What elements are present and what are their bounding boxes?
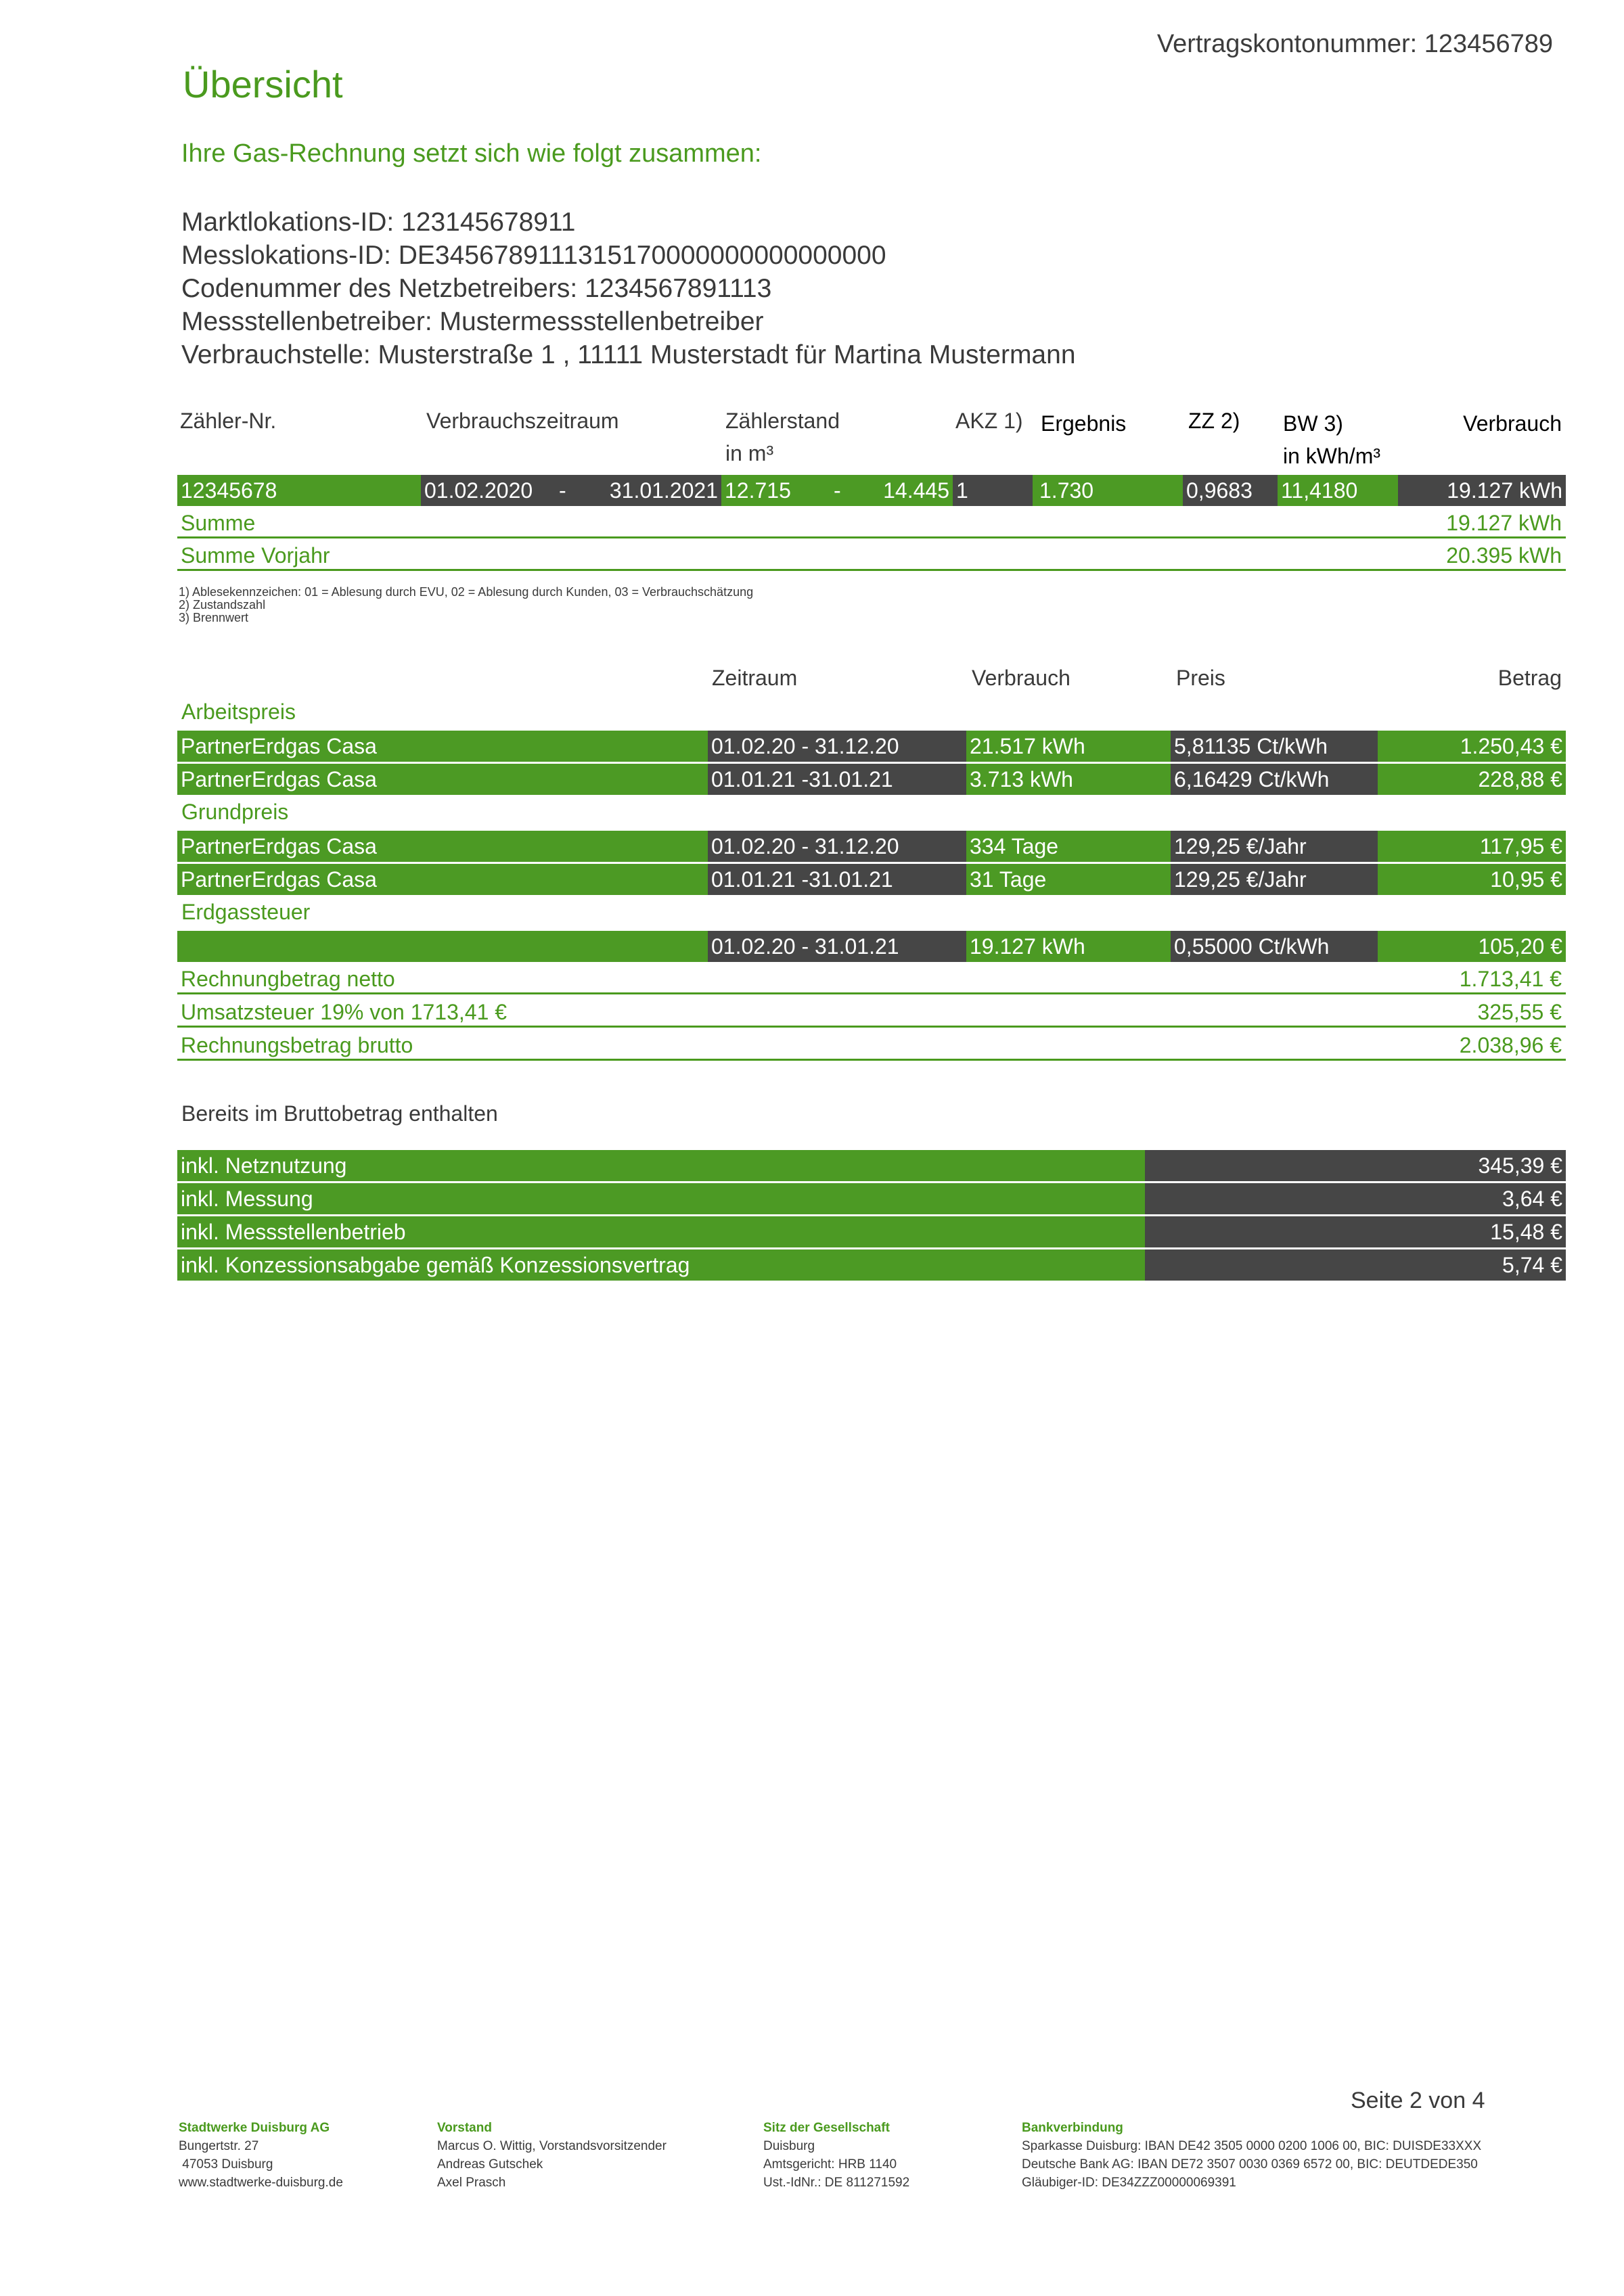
header-akz: AKZ 1) (955, 409, 1023, 433)
header-zaehlerstand: Zählerstand (725, 409, 840, 433)
footer-line: Deutsche Bank AG: IBAN DE72 3507 0030 0369 6572 00, BIC: DEUTDEDE350 (1022, 2157, 1478, 2172)
page-number: Seite 2 von 4 (1351, 2088, 1485, 2113)
amount-cell: 117,95 € (1378, 831, 1566, 862)
section-grundpreis: Grundpreis (181, 800, 289, 824)
footer-line: 47053 Duisburg (179, 2157, 273, 2172)
footer-vorstand (437, 2119, 667, 2192)
netzbetreiber-code: Codenummer des Netzbetreibers: 1234567891113 (181, 274, 772, 303)
footer-line: Sparkasse Duisburg: IBAN DE42 3505 0000 0200 1006 00, BIC: DUISDE33XXX (1022, 2139, 1482, 2153)
footnote: 2) Zustandszahl (179, 598, 266, 612)
tariff-name: PartnerErdgas Casa (177, 831, 708, 862)
ergebnis-cell: 1.730 (1033, 475, 1183, 506)
zz-cell: 0,9683 (1183, 475, 1278, 506)
amount-cell: 10,95 € (1378, 864, 1566, 895)
tariff-name: PartnerErdgas Casa (177, 764, 708, 795)
footnote: 3) Brennwert (179, 611, 249, 624)
header-ergebnis: Ergebnis (1041, 411, 1127, 436)
sum-row (177, 507, 1566, 538)
period-cell: 01.01.21 -31.01.21 (708, 864, 966, 895)
consumption-cell: 19.127 kWh (966, 931, 1171, 962)
consumption-cell: 3.713 kWh (966, 764, 1171, 795)
messstellenbetreiber: Messstellenbetreiber: Mustermessstellenbetreiber (181, 307, 764, 336)
consumption-cell: 31 Tage (966, 864, 1171, 895)
footer-line: Andreas Gutschek (437, 2157, 543, 2172)
period-cell: 01.02.20 - 31.12.20 (708, 831, 966, 862)
included-value: 5,74 € (1145, 1249, 1566, 1281)
included-label: inkl. Messung (177, 1183, 1145, 1214)
included-label: inkl. Netznutzung (177, 1150, 1145, 1181)
section-erdgassteuer: Erdgassteuer (181, 900, 311, 924)
included-label: inkl. Konzessionsabgabe gemäß Konzessionsvertrag (177, 1249, 1145, 1281)
included-title: Bereits im Bruttobetrag enthalten (181, 1101, 498, 1126)
tariff-name: PartnerErdgas Casa (177, 864, 708, 895)
footer-line: Bungertstr. 27 (179, 2139, 259, 2153)
price-header-preis: Preis (1176, 666, 1225, 690)
consumption-cell: 334 Tage (966, 831, 1171, 862)
footer-line: Duisburg (763, 2139, 815, 2153)
footer-sitz (763, 2119, 909, 2192)
footer-line: Amtsgericht: HRB 1140 (763, 2157, 897, 2172)
period-from: 01.02.2020 (424, 478, 533, 503)
header-zaehler: Zähler-Nr. (180, 409, 277, 433)
bw-cell: 11,4180 (1278, 475, 1398, 506)
header-verbrauchszeitraum: Verbrauchszeitraum (426, 409, 619, 433)
akz-cell: 1 (953, 475, 1033, 506)
price-cell: 129,25 €/Jahr (1171, 864, 1378, 895)
footer-heading: Vorstand (437, 2121, 492, 2135)
price-cell: 0,55000 Ct/kWh (1171, 931, 1378, 962)
footer-heading: Sitz der Gesellschaft (763, 2121, 890, 2135)
header-zaehlerstand-unit: in m³ (725, 441, 774, 465)
vat-label: Umsatzsteuer 19% von 1713,41 € (181, 1000, 508, 1024)
amount-cell: 1.250,43 € (1378, 731, 1566, 762)
price-header-verbrauch: Verbrauch (972, 666, 1070, 690)
period-cell: 01.02.20 - 31.12.20 (708, 731, 966, 762)
vat-value: 325,55 € (1477, 1000, 1562, 1024)
header-bw-unit: in kWh/m³ (1283, 444, 1380, 468)
previous-year-label: Summe Vorjahr (181, 543, 330, 568)
tariff-name: PartnerErdgas Casa (177, 731, 708, 762)
footer-line: Gläubiger-ID: DE34ZZZ00000069391 (1022, 2176, 1236, 2190)
footer-line: Marcus O. Wittig, Vorstandsvorsitzender (437, 2139, 667, 2153)
malo-id: Marktlokations-ID: 123145678911 (181, 208, 576, 237)
footer-bank (1022, 2119, 1481, 2192)
meter-reading-cell (721, 475, 953, 506)
footer-line: www.stadtwerke-duisburg.de (179, 2176, 343, 2190)
reading-new: 14.445 (883, 478, 949, 503)
sum-label: Summe (181, 511, 256, 535)
total-net-label: Rechnungbetrag netto (181, 967, 395, 991)
tariff-name (177, 931, 708, 962)
header-verbrauch: Verbrauch (1463, 411, 1562, 436)
period-cell (421, 475, 721, 506)
footer-line: Ust.-IdNr.: DE 811271592 (763, 2176, 910, 2190)
previous-year-value: 20.395 kWh (1446, 543, 1562, 568)
period-cell: 01.02.20 - 31.01.21 (708, 931, 966, 962)
consumption-cell: 19.127 kWh (1398, 475, 1566, 506)
total-net-value: 1.713,41 € (1459, 967, 1562, 991)
period-to: 31.01.2021 (609, 478, 718, 503)
price-cell: 5,81135 Ct/kWh (1171, 731, 1378, 762)
account-number: Vertragskontonummer: 123456789 (1156, 30, 1553, 58)
section-arbeitspreis: Arbeitspreis (181, 699, 296, 724)
price-cell: 6,16429 Ct/kWh (1171, 764, 1378, 795)
header-bw: BW 3) (1283, 411, 1343, 436)
total-gross-label: Rechnungsbetrag brutto (181, 1033, 413, 1057)
previous-year-row (177, 540, 1566, 571)
included-value: 3,64 € (1145, 1183, 1566, 1214)
meter-number-cell: 12345678 (177, 475, 421, 506)
included-value: 345,39 € (1145, 1150, 1566, 1181)
verbrauchsstelle: Verbrauchstelle: Musterstraße 1 , 11111 Musterstadt für Martina Mustermann (181, 340, 1076, 369)
footnote: 1) Ablesekennzeichen: 01 = Ablesung durch EVU, 02 = Ablesung durch Kunden, 03 = Verbrauchschätzung (179, 585, 754, 599)
footer-company (179, 2119, 343, 2192)
total-gross-row (177, 1030, 1566, 1061)
sum-value: 19.127 kWh (1446, 511, 1562, 535)
header-zz: ZZ 2) (1188, 409, 1240, 433)
reading-dash: - (834, 478, 841, 503)
consumption-cell: 21.517 kWh (966, 731, 1171, 762)
page-subtitle: Ihre Gas-Rechnung setzt sich wie folgt zusammen: (181, 139, 762, 168)
price-header-betrag: Betrag (1497, 666, 1562, 690)
footer-heading: Stadtwerke Duisburg AG (179, 2121, 330, 2135)
footnotes (179, 586, 753, 624)
footer-line: Axel Prasch (437, 2176, 506, 2190)
period-cell: 01.01.21 -31.01.21 (708, 764, 966, 795)
price-cell: 129,25 €/Jahr (1171, 831, 1378, 862)
reading-old: 12.715 (725, 478, 791, 503)
total-net-row (177, 963, 1566, 994)
page-title: Übersicht (183, 63, 343, 106)
total-gross-value: 2.038,96 € (1459, 1033, 1562, 1057)
amount-cell: 228,88 € (1378, 764, 1566, 795)
price-header-zeitraum: Zeitraum (712, 666, 798, 690)
footer-heading: Bankverbindung (1022, 2121, 1123, 2135)
melo-id: Messlokations-ID: DE3456789111315170000000000000000 (181, 241, 886, 270)
amount-cell: 105,20 € (1378, 931, 1566, 962)
included-value: 15,48 € (1145, 1216, 1566, 1247)
vat-row (177, 996, 1566, 1028)
period-dash: - (559, 478, 566, 503)
included-label: inkl. Messstellenbetrieb (177, 1216, 1145, 1247)
